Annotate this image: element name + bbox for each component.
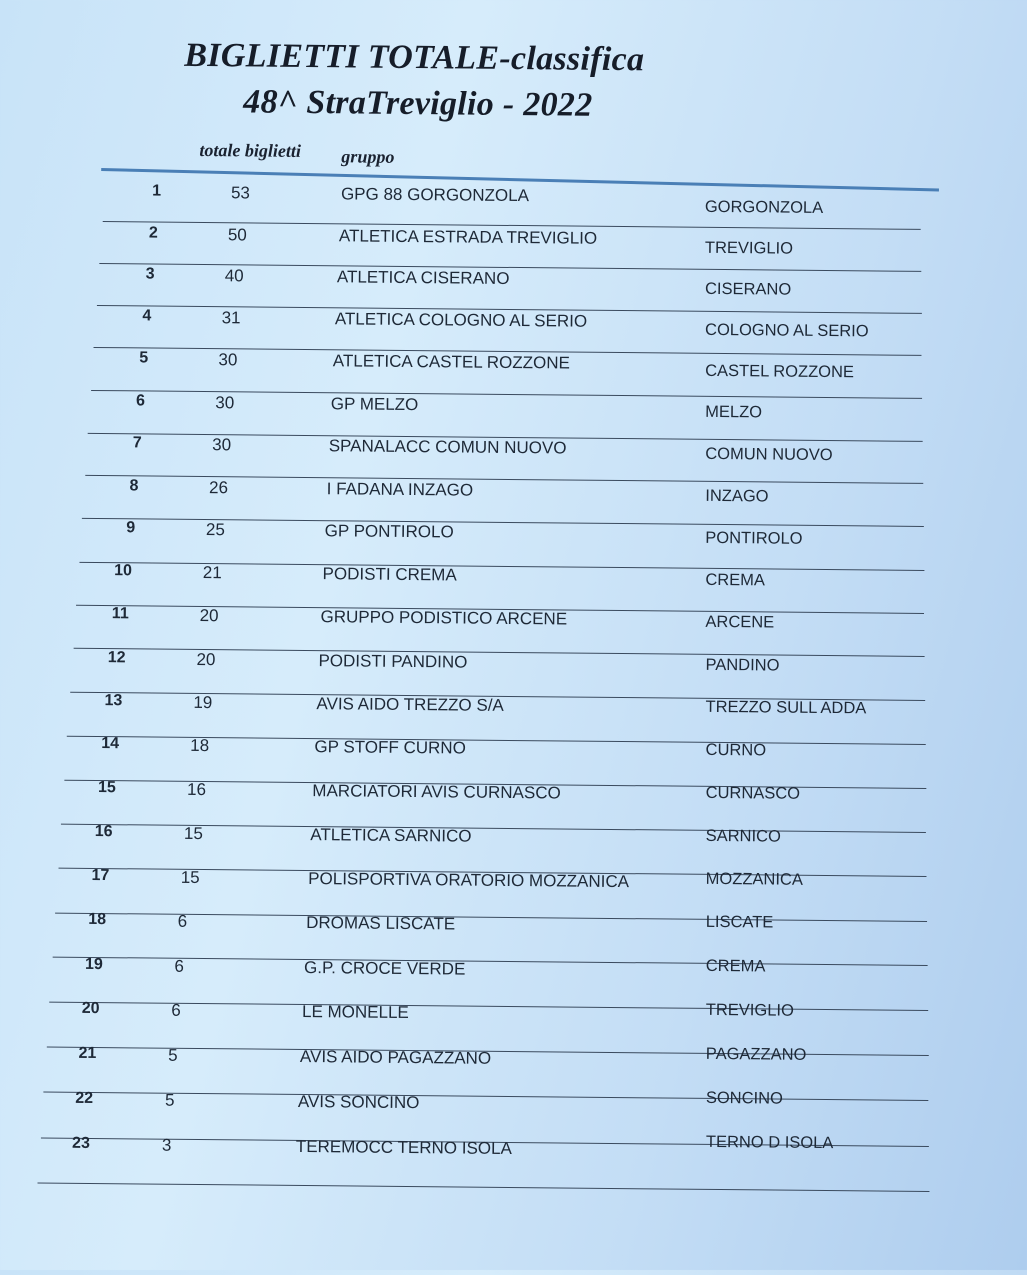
row-group-town: ARCENE <box>705 612 775 632</box>
row-divider <box>37 1182 929 1192</box>
row-ticket-count: 26 <box>208 477 229 497</box>
row-rank: 5 <box>139 349 149 367</box>
row-group-name: MARCIATORI AVIS CURNASCO <box>312 781 561 803</box>
row-group-town: COMUN NUOVO <box>705 444 833 465</box>
row-ticket-count: 3 <box>161 1135 172 1155</box>
row-ticket-count: 15 <box>180 867 200 888</box>
row-rank: 9 <box>126 519 136 537</box>
row-ticket-count: 53 <box>230 183 251 203</box>
row-group-name: ATLETICA COLOGNO AL SERIO <box>334 309 588 331</box>
row-ticket-count: 50 <box>227 224 247 245</box>
row-group-name: GPG 88 GORGONZOLA <box>340 184 530 206</box>
row-rank: 13 <box>104 691 123 710</box>
row-group-name: PODISTI PANDINO <box>318 650 468 672</box>
row-group-town: SARNICO <box>705 826 781 846</box>
row-ticket-count: 30 <box>215 392 235 412</box>
row-ticket-count: 31 <box>221 308 241 328</box>
row-rank: 17 <box>91 867 110 885</box>
row-group-name: AVIS AIDO TREZZO S/A <box>316 694 504 715</box>
row-rank: 15 <box>97 779 116 797</box>
row-rank: 18 <box>88 911 107 929</box>
column-header-group: gruppo <box>341 146 395 167</box>
row-group-town: MOZZANICA <box>705 869 803 889</box>
row-ticket-count: 5 <box>168 1045 178 1065</box>
row-group-town: LISCATE <box>705 913 774 932</box>
row-ticket-count: 18 <box>190 736 210 756</box>
row-rank: 16 <box>94 823 113 841</box>
row-group-town: INZAGO <box>705 486 769 506</box>
row-rank: 23 <box>72 1134 90 1152</box>
row-group-name: AVIS AIDO PAGAZZANO <box>299 1047 492 1068</box>
row-rank: 14 <box>101 735 120 753</box>
row-group-town: CISERANO <box>704 279 792 299</box>
row-rank: 2 <box>148 224 158 242</box>
row-ticket-count: 21 <box>202 563 222 583</box>
row-rank: 6 <box>135 391 145 410</box>
row-ticket-count: 20 <box>196 649 216 669</box>
row-ticket-count: 30 <box>218 350 238 370</box>
row-ticket-count: 40 <box>224 266 244 286</box>
row-group-name: LE MONELLE <box>301 1002 409 1023</box>
row-group-town: CREMA <box>705 570 766 590</box>
row-group-name: GRUPPO PODISTICO ARCENE <box>320 607 568 629</box>
row-rank: 12 <box>107 648 126 666</box>
row-rank: 7 <box>132 434 142 452</box>
table-row <box>103 182 1003 231</box>
row-group-name: GP STOFF CURNO <box>314 737 466 759</box>
row-group-name: GP MELZO <box>330 393 419 414</box>
row-ticket-count: 5 <box>164 1090 175 1110</box>
row-group-name: G.P. CROCE VERDE <box>304 957 466 979</box>
row-rank: 19 <box>84 955 103 973</box>
row-rank: 3 <box>145 265 155 283</box>
column-header-tickets: totale biglietti <box>199 139 302 161</box>
row-ticket-count: 6 <box>171 1001 181 1021</box>
row-group-name: POLISPORTIVA ORATORIO MOZZANICA <box>308 869 630 892</box>
row-group-town: MELZO <box>705 403 763 422</box>
row-rank: 11 <box>111 605 129 623</box>
row-group-name: DROMAS LISCATE <box>306 913 456 934</box>
table-row <box>37 1134 937 1192</box>
row-group-town: PONTIROLO <box>705 528 803 548</box>
row-group-town: COLOGNO AL SERIO <box>704 320 869 341</box>
row-group-town: PANDINO <box>705 655 780 675</box>
row-group-town: GORGONZOLA <box>704 197 824 217</box>
row-ticket-count: 6 <box>177 912 188 932</box>
document-title: BIGLIETTI TOTALE-classifica <box>184 36 645 79</box>
row-group-town: TREVIGLIO <box>705 1000 794 1020</box>
row-rank: 20 <box>81 1000 100 1018</box>
row-group-town: TREZZO SULL ADDA <box>705 697 867 718</box>
row-group-name: AVIS SONCINO <box>297 1091 420 1113</box>
row-group-name: I FADANA INZAGO <box>326 478 474 500</box>
row-group-town: CREMA <box>705 956 766 976</box>
row-ticket-count: 30 <box>212 435 232 455</box>
row-rank: 4 <box>142 307 152 325</box>
row-group-town: PAGAZZANO <box>705 1044 807 1064</box>
row-group-town: CURNASCO <box>705 783 801 803</box>
row-rank: 10 <box>114 562 133 580</box>
row-ticket-count: 25 <box>205 520 225 540</box>
row-ticket-count: 16 <box>187 780 207 800</box>
row-group-name: GP PONTIROLO <box>324 521 454 542</box>
row-group-name: ATLETICA SARNICO <box>310 825 472 846</box>
row-group-name: PODISTI CREMA <box>322 564 457 585</box>
row-ticket-count: 19 <box>193 692 213 713</box>
row-ticket-count: 15 <box>183 823 203 844</box>
row-group-town: SONCINO <box>705 1088 783 1108</box>
row-rank: 22 <box>75 1089 94 1107</box>
row-group-town: CURNO <box>705 740 767 760</box>
row-group-name: TEREMOCC TERNO ISOLA <box>295 1136 512 1159</box>
row-ticket-count: 20 <box>199 606 219 626</box>
table-row <box>100 224 1000 273</box>
document-subtitle: 48^ StraTreviglio - 2022 <box>243 83 593 124</box>
table-row <box>97 265 997 314</box>
row-group-town: TERNO D ISOLA <box>705 1132 834 1153</box>
row-group-name: ATLETICA ESTRADA TREVIGLIO <box>338 225 598 248</box>
row-group-name: SPANALACC COMUN NUOVO <box>328 436 567 458</box>
row-group-name: ATLETICA CISERANO <box>336 267 510 289</box>
row-rank: 21 <box>78 1044 97 1063</box>
row-group-name: ATLETICA CASTEL ROZZONE <box>332 351 571 373</box>
row-rank: 1 <box>152 182 162 200</box>
row-group-town: TREVIGLIO <box>704 238 794 258</box>
row-ticket-count: 6 <box>174 956 185 976</box>
row-rank: 8 <box>129 476 139 494</box>
row-group-town: CASTEL ROZZONE <box>705 361 855 382</box>
